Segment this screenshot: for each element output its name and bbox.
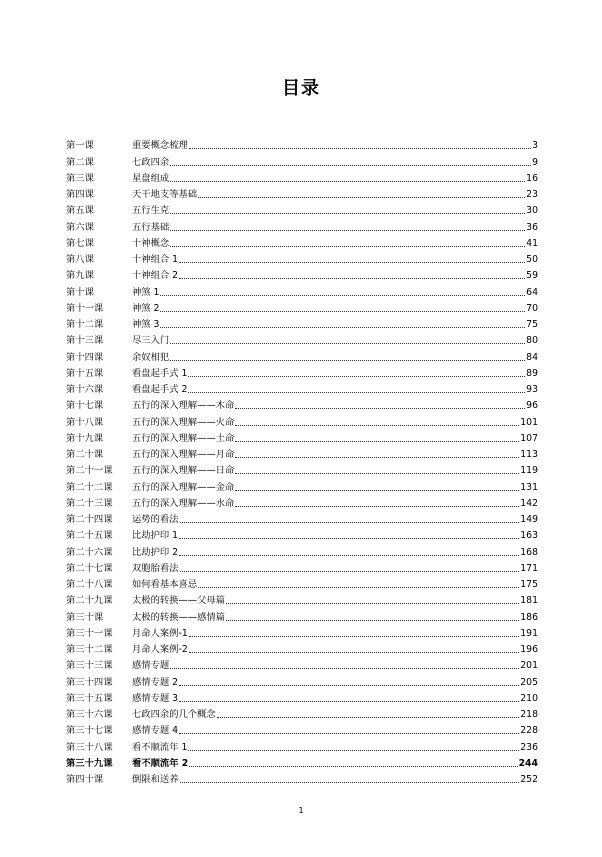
toc-dot-leader <box>235 441 519 442</box>
toc-page-number: 175 <box>520 579 538 590</box>
toc-lesson-title: 十神概念 <box>132 237 170 249</box>
toc-lesson-number: 第二十课 <box>66 449 104 460</box>
toc-lesson-number: 第三十一课 <box>66 627 113 639</box>
toc-entry[interactable] <box>66 494 538 510</box>
toc-page-number: 80 <box>526 335 538 347</box>
toc-lesson-number: 第九课 <box>66 270 94 282</box>
toc-entry[interactable] <box>66 429 538 445</box>
toc-lesson-number: 第二十四课 <box>66 514 113 525</box>
toc-dot-leader <box>179 555 519 556</box>
toc-lesson-number: 第十五课 <box>66 367 104 379</box>
toc-entry[interactable] <box>66 364 538 380</box>
toc-dot-leader <box>160 295 525 296</box>
toc-page-number: 163 <box>520 530 538 542</box>
toc-lesson-title: 看不顺流年 1 <box>132 741 188 753</box>
toc-lesson-title: 神煞 3 <box>132 319 160 330</box>
toc-page-number: 210 <box>520 692 538 704</box>
toc-lesson-number: 第十三课 <box>66 335 104 347</box>
toc-lesson-title: 看盘起手式 1 <box>132 367 188 379</box>
toc-dot-leader <box>188 376 525 377</box>
toc-entry[interactable] <box>66 770 538 786</box>
toc-page-number: 101 <box>520 416 538 428</box>
toc-page-number: 218 <box>520 709 538 720</box>
toc-lesson-title: 尽三入门 <box>132 335 170 347</box>
toc-dot-leader <box>179 701 519 702</box>
toc-lesson-title: 十神组合 1 <box>132 254 179 265</box>
toc-page-number: 244 <box>518 757 538 769</box>
toc-dot-leader <box>217 717 520 718</box>
toc-lesson-number: 第十六课 <box>66 384 104 395</box>
toc-dot-leader <box>198 197 525 198</box>
toc-lesson-title: 感情专题 2 <box>132 676 179 688</box>
toc-dot-leader <box>189 766 517 767</box>
toc-dot-leader <box>188 750 519 751</box>
toc-entry[interactable] <box>66 169 538 185</box>
toc-lesson-number: 第三十七课 <box>66 725 113 737</box>
toc-lesson-number: 第六课 <box>66 221 94 233</box>
toc-entry[interactable] <box>66 461 538 477</box>
toc-dot-leader <box>189 636 519 637</box>
toc-lesson-number: 第二十三课 <box>66 497 113 509</box>
toc-entry[interactable] <box>66 201 538 217</box>
toc-entry[interactable] <box>66 737 538 753</box>
toc-lesson-number: 第三十八课 <box>66 741 113 753</box>
toc-lesson-number: 第二课 <box>66 156 94 168</box>
toc-dot-leader <box>180 571 520 572</box>
toc-page-number: 228 <box>520 725 538 737</box>
toc-lesson-number: 第二十五课 <box>66 530 113 542</box>
toc-entry[interactable] <box>66 477 538 493</box>
toc-lesson-title: 十神组合 2 <box>132 270 179 282</box>
toc-page-number: 201 <box>520 660 538 672</box>
toc-lesson-title: 月命人案例-2 <box>132 644 188 655</box>
toc-dot-leader <box>160 327 525 328</box>
toc-lesson-number: 第十课 <box>66 286 94 298</box>
toc-lesson-title: 倒限和送养 <box>132 774 179 785</box>
toc-entry[interactable] <box>66 591 538 607</box>
toc-page-number: 64 <box>526 286 538 298</box>
toc-lesson-title: 双胞胎看法 <box>132 562 179 574</box>
toc-lesson-title: 五行基础 <box>132 221 170 233</box>
toc-lesson-number: 第十二课 <box>66 319 104 330</box>
toc-dot-leader <box>235 473 519 474</box>
toc-page-number: 36 <box>526 221 538 233</box>
toc-lesson-number: 第一课 <box>66 140 94 152</box>
toc-entry[interactable] <box>66 185 538 201</box>
toc-dot-leader <box>188 392 525 393</box>
toc-page-number: 196 <box>520 644 538 655</box>
toc-lesson-title: 感情专题 4 <box>132 725 179 737</box>
toc-dot-leader <box>170 230 525 231</box>
toc-dot-leader <box>226 603 519 604</box>
toc-page-number: 236 <box>520 741 538 753</box>
toc-entry[interactable] <box>66 347 538 363</box>
toc-lesson-number: 第八课 <box>66 254 94 265</box>
toc-lesson-title: 如何看基本喜忌 <box>132 579 198 590</box>
toc-entry[interactable] <box>66 217 538 233</box>
toc-page-number: 41 <box>526 237 538 249</box>
toc-lesson-number: 第四十课 <box>66 774 104 785</box>
page-title: 目录 <box>282 78 320 99</box>
toc-lesson-title: 运势的看法 <box>132 514 179 525</box>
toc-lesson-title: 余奴相犯 <box>132 351 170 363</box>
toc-page-number: 84 <box>526 351 538 363</box>
toc-lesson-number: 第二十七课 <box>66 562 113 574</box>
toc-page-number: 16 <box>526 172 538 184</box>
toc-page-number: 3 <box>532 140 538 152</box>
toc-page-number: 113 <box>520 449 538 460</box>
toc-entry[interactable] <box>66 445 538 461</box>
toc-lesson-title: 神煞 1 <box>132 286 160 298</box>
toc-lesson-number: 第三十六课 <box>66 709 113 720</box>
toc-lesson-number: 第三十三课 <box>66 660 113 672</box>
toc-dot-leader <box>198 587 519 588</box>
toc-page-number: 131 <box>520 481 538 493</box>
toc-entry[interactable] <box>66 234 538 250</box>
toc-entry[interactable] <box>66 705 538 721</box>
toc-lesson-number: 第二十六课 <box>66 546 113 558</box>
toc-entry[interactable] <box>66 331 538 347</box>
toc-entry[interactable] <box>66 299 538 315</box>
toc-entry[interactable] <box>66 380 538 396</box>
toc-lesson-number: 第七课 <box>66 237 94 249</box>
toc-dot-leader <box>170 668 519 669</box>
toc-entry[interactable] <box>66 510 538 526</box>
toc-dot-leader <box>170 246 525 247</box>
toc-entry[interactable] <box>66 412 538 428</box>
toc-lesson-number: 第十八课 <box>66 416 104 428</box>
toc-dot-leader <box>179 733 519 734</box>
toc-dot-leader <box>170 343 525 344</box>
toc-entry[interactable] <box>66 656 538 672</box>
toc-page-number: 89 <box>526 367 538 379</box>
toc-page-number: 149 <box>520 514 538 525</box>
toc-lesson-title: 天干地支等基础 <box>132 189 198 200</box>
toc-dot-leader <box>179 538 519 539</box>
toc-dot-leader <box>170 165 531 166</box>
toc-page-number: 23 <box>526 189 538 200</box>
toc-entry[interactable] <box>66 754 538 770</box>
toc-lesson-title: 月命人案例-1 <box>132 627 188 639</box>
toc-page-number: 186 <box>520 611 538 623</box>
toc-lesson-title: 太极的转换——父母篇 <box>132 595 225 607</box>
toc-lesson-title: 五行的深入理解——火命 <box>132 416 235 428</box>
toc-entry[interactable] <box>66 282 538 298</box>
toc-entry[interactable] <box>66 526 538 542</box>
toc-entry[interactable] <box>66 136 538 152</box>
toc-page-number: 30 <box>526 205 538 217</box>
toc-lesson-title: 五行的深入理解——月命 <box>132 449 235 460</box>
toc-dot-leader <box>180 522 520 523</box>
toc-lesson-number: 第三十九课 <box>66 757 113 769</box>
toc-lesson-title: 神煞 2 <box>132 302 160 314</box>
toc-page-number: 252 <box>520 774 538 785</box>
toc-lesson-number: 第十一课 <box>66 302 104 314</box>
toc-entry[interactable] <box>66 689 538 705</box>
toc-page-number: 168 <box>520 546 538 558</box>
toc-dot-leader <box>179 262 525 263</box>
toc-dot-leader <box>189 148 531 149</box>
toc-lesson-title: 五行生克 <box>132 205 170 217</box>
toc-entry[interactable] <box>66 575 538 591</box>
toc-lesson-title: 星盘组成 <box>132 172 170 184</box>
toc-entry[interactable] <box>66 640 538 656</box>
toc-dot-leader <box>226 620 519 621</box>
toc-dot-leader <box>235 425 519 426</box>
page-number: 1 <box>298 806 304 815</box>
toc-page-number: 181 <box>520 595 538 607</box>
toc-lesson-number: 第二十一课 <box>66 465 113 477</box>
toc-entry[interactable] <box>66 266 538 282</box>
toc-dot-leader <box>189 652 519 653</box>
toc-lesson-number: 第二十八课 <box>66 579 113 590</box>
toc-lesson-number: 第十九课 <box>66 432 104 444</box>
toc-entry[interactable] <box>66 672 538 688</box>
toc-page-number: 205 <box>520 676 538 688</box>
toc-page-number: 9 <box>532 156 538 168</box>
toc-dot-leader <box>235 408 525 409</box>
toc-lesson-title: 五行的深入理解——木命 <box>132 400 235 412</box>
toc-dot-leader <box>235 506 519 507</box>
toc-entry[interactable] <box>66 542 538 558</box>
toc-dot-leader <box>160 311 525 312</box>
toc-page-number: 191 <box>520 627 538 639</box>
toc-page-number: 142 <box>520 497 538 509</box>
toc-lesson-title: 太极的转换——感情篇 <box>132 611 225 623</box>
toc-entry[interactable] <box>66 607 538 623</box>
toc-lesson-number: 第三十课 <box>66 611 104 623</box>
toc-lesson-title: 五行的深入理解——金命 <box>132 481 235 493</box>
toc-entry[interactable] <box>66 559 538 575</box>
toc-lesson-number: 第二十九课 <box>66 595 113 607</box>
toc-page-number: 50 <box>526 254 538 265</box>
toc-lesson-title: 感情专题 3 <box>132 692 179 704</box>
toc-lesson-number: 第十四课 <box>66 351 104 363</box>
toc-lesson-title: 重要概念梳理 <box>132 140 188 152</box>
toc-page-number: 171 <box>520 562 538 574</box>
toc-dot-leader <box>235 490 519 491</box>
toc-page-number: 96 <box>526 400 538 412</box>
toc-dot-leader <box>179 685 519 686</box>
toc-lesson-title: 七政四余的几个概念 <box>132 709 216 720</box>
toc-page-number: 70 <box>526 302 538 314</box>
toc-dot-leader <box>170 181 525 182</box>
toc-entry[interactable] <box>66 624 538 640</box>
toc-lesson-title: 五行的深入理解——日命 <box>132 465 235 477</box>
toc-page-number: 75 <box>526 319 538 330</box>
toc-dot-leader <box>170 360 525 361</box>
toc-lesson-number: 第四课 <box>66 189 94 200</box>
toc-entry[interactable] <box>66 315 538 331</box>
toc-lesson-title: 五行的深入理解——土命 <box>132 432 235 444</box>
toc-lesson-title: 看盘起手式 2 <box>132 384 188 395</box>
toc-page-number: 107 <box>520 432 538 444</box>
toc-page-number: 93 <box>526 384 538 395</box>
toc-lesson-number: 第五课 <box>66 205 94 217</box>
toc-lesson-number: 第三十四课 <box>66 676 113 688</box>
toc-lesson-number: 第三十五课 <box>66 692 113 704</box>
toc-dot-leader <box>170 213 525 214</box>
toc-lesson-number: 第二十二课 <box>66 481 113 493</box>
toc-page-number: 119 <box>520 465 538 477</box>
toc-lesson-number: 第三十二课 <box>66 644 113 655</box>
toc-lesson-number: 第十七课 <box>66 400 104 412</box>
toc-entry[interactable] <box>66 152 538 168</box>
toc-lesson-title: 五行的深入理解——水命 <box>132 497 235 509</box>
toc-lesson-title: 七政四余 <box>132 156 170 168</box>
table-of-contents <box>66 136 538 786</box>
toc-dot-leader <box>180 782 520 783</box>
toc-entry[interactable] <box>66 396 538 412</box>
toc-lesson-title: 比劫护印 1 <box>132 530 179 542</box>
toc-lesson-title: 看不顺流年 2 <box>132 757 189 769</box>
toc-lesson-title: 比劫护印 2 <box>132 546 179 558</box>
toc-page-number: 59 <box>526 270 538 282</box>
toc-entry[interactable] <box>66 721 538 737</box>
toc-dot-leader <box>235 457 519 458</box>
toc-entry[interactable] <box>66 250 538 266</box>
toc-dot-leader <box>179 278 525 279</box>
toc-lesson-number: 第三课 <box>66 172 94 184</box>
toc-lesson-title: 感情专题 <box>132 660 170 672</box>
